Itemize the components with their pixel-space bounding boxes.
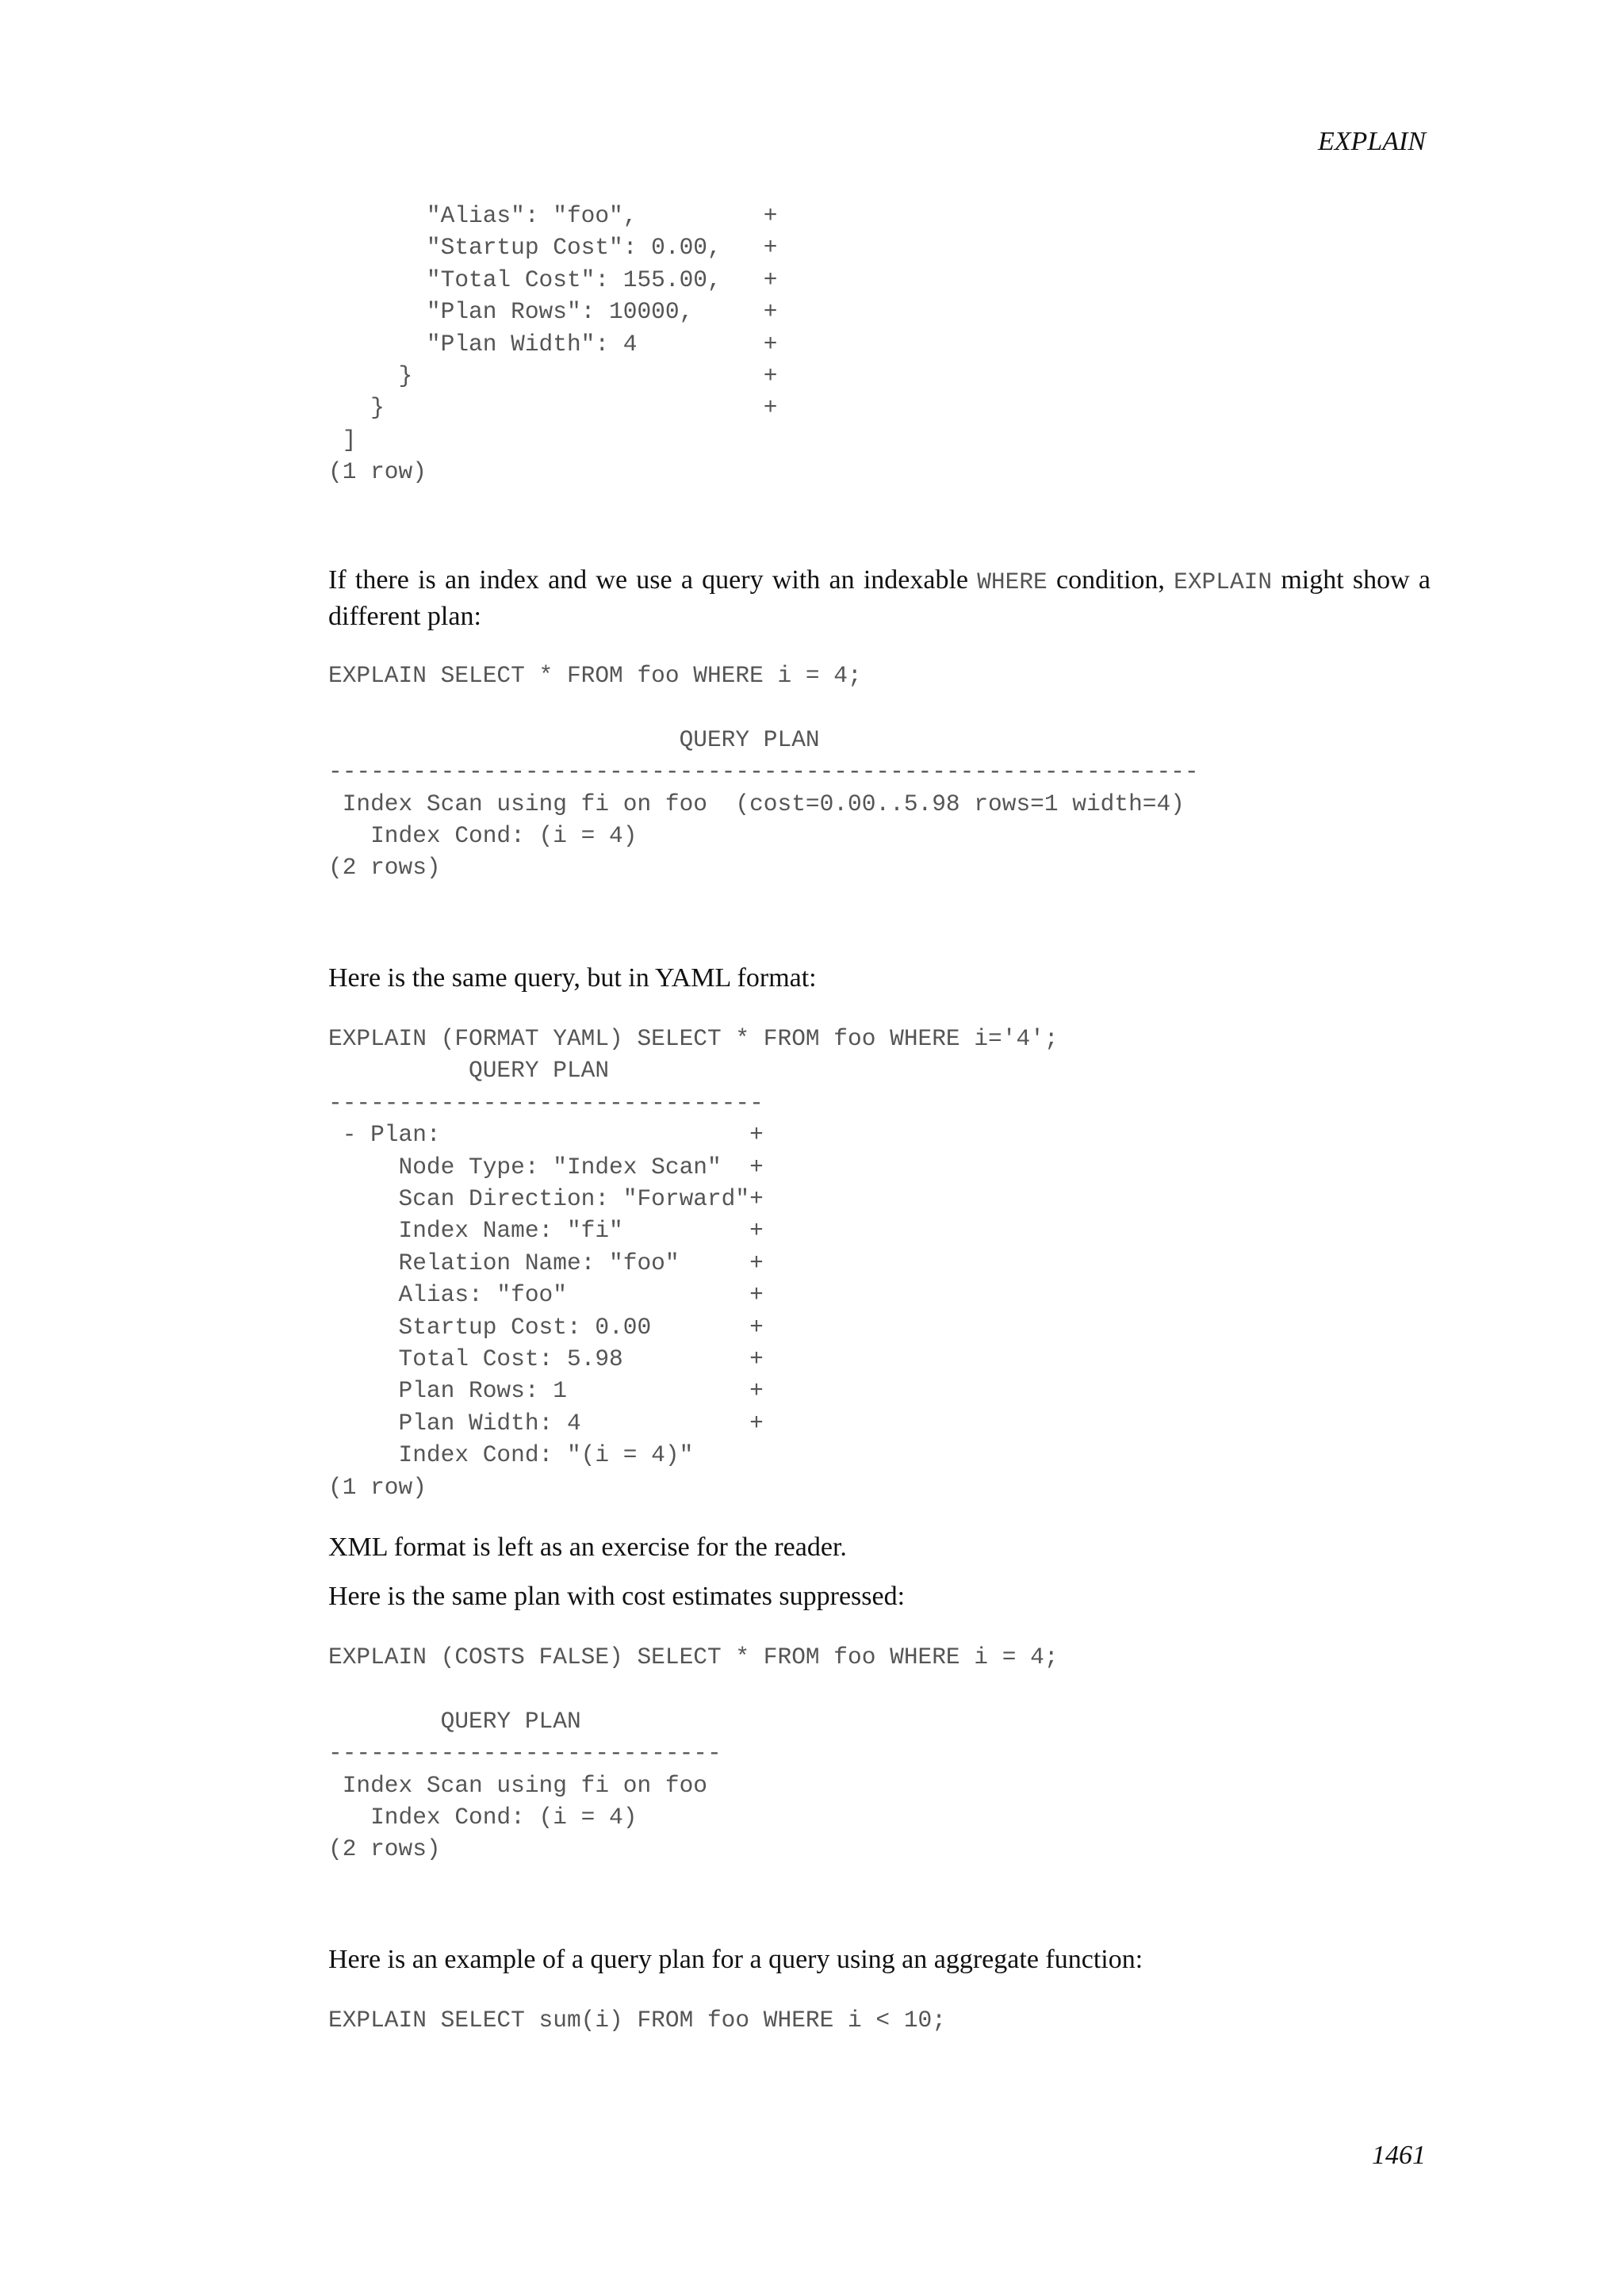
inline-code-where: WHERE (977, 568, 1048, 595)
code-block-index-query (328, 660, 1199, 884)
paragraph-xml: XML format is left as an exercise for the reader. (328, 1533, 847, 1562)
paragraph-aggregate: Here is an example of a query plan for a query using an aggregate function: (328, 1945, 1143, 1974)
code-line: Total Cost: 5.98 + (328, 1345, 764, 1373)
code-block-yaml-query (328, 1023, 1059, 1503)
code-line: Index Name: "fi" + (328, 1217, 764, 1245)
code-line: ] (328, 426, 357, 453)
code-line: QUERY PLAN (328, 725, 820, 753)
code-line: "Total Cost": 155.00, + (328, 266, 778, 293)
code-line: Plan Rows: 1 + (328, 1377, 764, 1405)
code-line: "Plan Rows": 10000, + (328, 298, 778, 326)
code-line: } + (328, 394, 778, 422)
code-line: -------------------------------------------------------------- (328, 758, 1199, 786)
code-line: Index Cond: (i = 4) (328, 1804, 638, 1831)
code-line: EXPLAIN SELECT sum(i) FROM foo WHERE i < 10; (328, 2007, 946, 2034)
code-line: "Startup Cost": 0.00, + (328, 234, 778, 262)
code-block-json-tail (328, 200, 778, 488)
code-block-aggregate-query (328, 2004, 946, 2036)
code-line: (1 row) (328, 458, 427, 486)
code-line: QUERY PLAN (328, 1707, 581, 1735)
code-line: (2 rows) (328, 854, 441, 882)
paragraph-index: If there is an index and we use a query with an indexable WHERE condition, EXPLAIN might show a different plan: (328, 565, 1431, 631)
code-line: EXPLAIN (FORMAT YAML) SELECT * FROM foo WHERE i='4'; (328, 1025, 1059, 1052)
code-line: Index Cond: (i = 4) (328, 822, 638, 850)
code-line: (1 row) (328, 1473, 427, 1501)
inline-code-explain: EXPLAIN (1174, 568, 1273, 595)
code-line: EXPLAIN (COSTS FALSE) SELECT * FROM foo WHERE i = 4; (328, 1644, 1059, 1670)
paragraph-yaml: Here is the same query, but in YAML format: (328, 963, 817, 993)
code-line: Plan Width: 4 + (328, 1409, 764, 1437)
code-line: Index Scan using fi on foo (cost=0.00..5.98 rows=1 width=4) (328, 790, 1185, 817)
code-line: - Plan: + (328, 1121, 764, 1149)
code-line: Node Type: "Index Scan" + (328, 1153, 764, 1181)
code-line: Index Cond: "(i = 4)" (328, 1441, 694, 1469)
code-line: ---------------------------- (328, 1739, 722, 1767)
code-line: Scan Direction: "Forward"+ (328, 1185, 764, 1213)
page-number: 1461 (1372, 2141, 1426, 2170)
code-line: EXPLAIN SELECT * FROM foo WHERE i = 4; (328, 662, 862, 689)
code-line: ------------------------------- (328, 1089, 764, 1116)
code-line: Relation Name: "foo" + (328, 1249, 764, 1276)
code-line: (2 rows) (328, 1835, 441, 1863)
paragraph-costs: Here is the same plan with cost estimates suppressed: (328, 1582, 906, 1611)
code-line: Startup Cost: 0.00 + (328, 1313, 764, 1341)
code-block-costs-query (328, 1641, 1059, 1866)
code-line: Index Scan using fi on foo (328, 1771, 707, 1799)
code-line: QUERY PLAN (328, 1057, 610, 1085)
code-line: Alias: "foo" + (328, 1281, 764, 1309)
code-line: "Alias": "foo", + (328, 202, 778, 229)
code-line: "Plan Width": 4 + (328, 330, 778, 358)
code-line: } + (328, 362, 778, 390)
running-header: EXPLAIN (1318, 127, 1426, 156)
